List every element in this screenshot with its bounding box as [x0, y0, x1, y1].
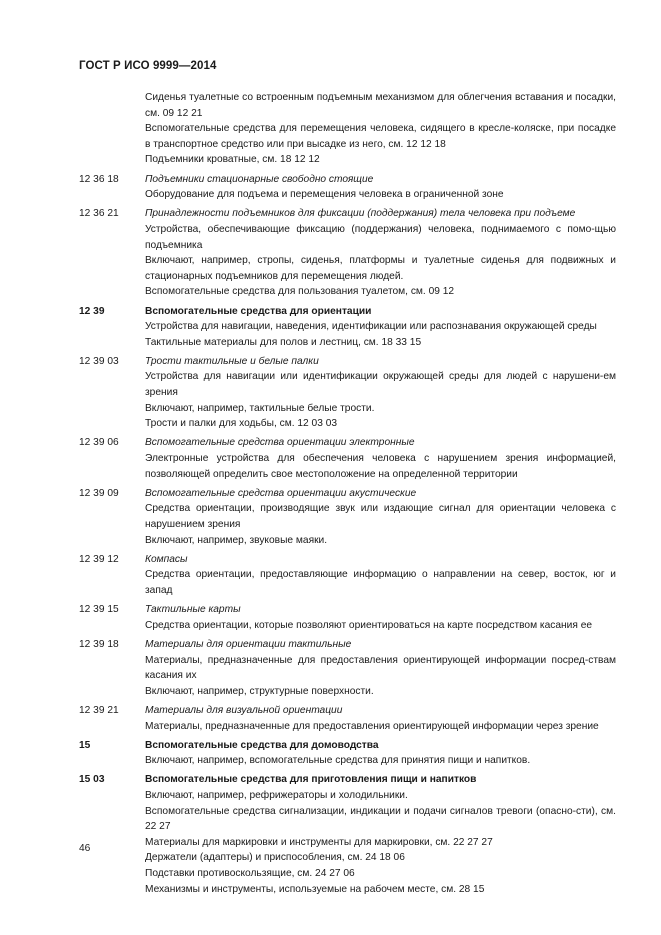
- entry-text: Включают, например, стропы, сиденья, платформы и туалетные сиденья для подвижных и стационарных подъемников для перемещения людей.: [145, 255, 616, 282]
- entry-title: Вспомогательные средства для ориентации: [145, 305, 372, 317]
- entry-body: [145, 738, 616, 769]
- entry-text: Подъемники кроватные, см. 18 12 12: [145, 154, 320, 166]
- classification-entry: [79, 90, 616, 168]
- entry-text: Оборудование для подъема и перемещения человека в ограниченной зоне: [145, 189, 504, 201]
- entry-code: 12 39 03: [79, 355, 119, 367]
- entry-code: 12 39 09: [79, 487, 119, 499]
- classification-entry: [79, 738, 616, 769]
- classification-entry: [79, 354, 616, 432]
- entry-code: 12 39 06: [79, 437, 119, 449]
- entry-body: [145, 486, 616, 548]
- entry-code: 12 39: [79, 305, 105, 317]
- entry-text: Трости и палки для ходьбы, см. 12 03 03: [145, 418, 338, 430]
- entry-code: 15 03: [79, 774, 105, 786]
- classification-entry: [79, 637, 616, 699]
- entry-text: Вспомогательные средства для пользования туалетом, см. 09 12: [145, 286, 455, 298]
- entry-text: Материалы, предназначенные для предоставления ориентирующей информации через зрение: [145, 720, 599, 732]
- entry-code: 12 36 21: [79, 208, 119, 220]
- entry-text: Устройства, обеспечивающие фиксацию (поддержания) человека, поднимаемого с помо-щью подъемника: [145, 223, 616, 251]
- entry-body: [145, 304, 616, 351]
- classification-entry: [79, 304, 616, 351]
- entry-title: Вспомогательные средства ориентации электронные: [145, 437, 415, 449]
- entry-text: Устройства для навигации или идентификации окружающей среды для людей с нарушени-ем зрения: [145, 371, 616, 399]
- entry-text: Сиденья туалетные со встроенным подъемным механизмом для облегчения вставания и посадки, см. 09 12 21: [145, 92, 616, 119]
- classification-entry: [79, 602, 616, 633]
- entry-text: Электронные устройства для обеспечения человека с нарушением зрения информацией, позволяющей определить свое местоположение на определенной территории: [145, 453, 616, 480]
- classification-entry: [79, 703, 616, 734]
- entry-body: [145, 90, 616, 168]
- classification-entry: [79, 172, 616, 203]
- entry-text: Вспомогательные средства для перемещения человека, сидящего в кресле-коляске, при посадке в транспортное средство или при высадке из него, см. 12 12 18: [145, 123, 616, 150]
- entry-title: Вспомогательные средства ориентации акустические: [145, 487, 417, 499]
- entry-text: Вспомогательные средства сигнализации, индикации и подачи сигналов тревоги (опасно-сти), см. 22 27: [145, 805, 616, 833]
- classification-entry: [79, 772, 616, 897]
- entry-body: [145, 435, 616, 482]
- entry-text: Материалы для маркировки и инструменты для маркировки, см. 22 27 27: [145, 836, 493, 848]
- entry-code: 12 39 18: [79, 638, 119, 650]
- entry-body: [145, 172, 616, 203]
- page-number: 46: [79, 843, 91, 854]
- entry-body: [145, 552, 616, 599]
- entry-body: [145, 772, 616, 897]
- document-body: [79, 90, 616, 901]
- entry-title: Вспомогательные средства для приготовления пищи и напитков: [145, 774, 477, 786]
- entry-title: Материалы для ориентации тактильные: [145, 638, 352, 650]
- entry-body: [145, 602, 616, 633]
- classification-entry: [79, 486, 616, 548]
- entry-title: Компасы: [145, 553, 188, 565]
- entry-text: Включают, например, звуковые маяки.: [145, 534, 328, 546]
- entry-text: Включают, например, рефрижераторы и холодильники.: [145, 790, 408, 802]
- entry-text: Материалы, предназначенные для предоставления ориентирующей информации посред-ствам касания их: [145, 654, 616, 682]
- entry-code: 12 39 15: [79, 604, 119, 616]
- entry-code: 12 39 12: [79, 553, 119, 565]
- entry-title: Материалы для визуальной ориентации: [145, 704, 343, 716]
- entry-text: Включают, например, структурные поверхности.: [145, 685, 374, 697]
- entry-body: [145, 703, 616, 734]
- entry-code: [79, 90, 145, 168]
- entry-body: [145, 206, 616, 300]
- entry-code: 15: [79, 739, 91, 751]
- classification-entry: [79, 552, 616, 599]
- entry-title: Подъемники стационарные свободно стоящие: [145, 173, 374, 185]
- entry-text: Включают, например, тактильные белые трости.: [145, 402, 375, 414]
- entry-text: Тактильные материалы для полов и лестниц, см. 18 33 15: [145, 336, 422, 348]
- entry-text: Механизмы и инструменты, используемые на рабочем месте, см. 28 15: [145, 883, 485, 895]
- entry-title: Трости тактильные и белые палки: [145, 355, 319, 367]
- entry-text: Средства ориентации, которые позволяют ориентироваться на карте посредством касания ее: [145, 619, 593, 631]
- classification-entry: [79, 435, 616, 482]
- entry-title: Вспомогательные средства для домоводства: [145, 739, 379, 751]
- entry-title: Принадлежности подъемников для фиксации (поддержания) тела человека при подъеме: [145, 208, 576, 220]
- entry-text: Устройства для навигации, наведения, идентификации или распознавания окружающей среды: [145, 321, 597, 333]
- entry-text: Подставки противоскользящие, см. 24 27 06: [145, 868, 355, 880]
- entry-body: [145, 637, 616, 699]
- entry-text: Включают, например, вспомогательные средства для принятия пищи и напитков.: [145, 755, 531, 767]
- entry-text: Держатели (адаптеры) и приспособления, см. 24 18 06: [145, 852, 405, 864]
- classification-entry: [79, 206, 616, 300]
- entry-text: Средства ориентации, предоставляющие информацию о направлении на север, восток, юг и запад: [145, 569, 616, 596]
- entry-code: 12 36 18: [79, 173, 119, 185]
- entry-code: 12 39 21: [79, 704, 119, 716]
- entry-title: Тактильные карты: [145, 604, 241, 616]
- entry-text: Средства ориентации, производящие звук или издающие сигнал для ориентации человека с нарушением зрения: [145, 503, 616, 530]
- entry-body: [145, 354, 616, 432]
- document-header: ГОСТ Р ИСО 9999—2014: [79, 60, 217, 72]
